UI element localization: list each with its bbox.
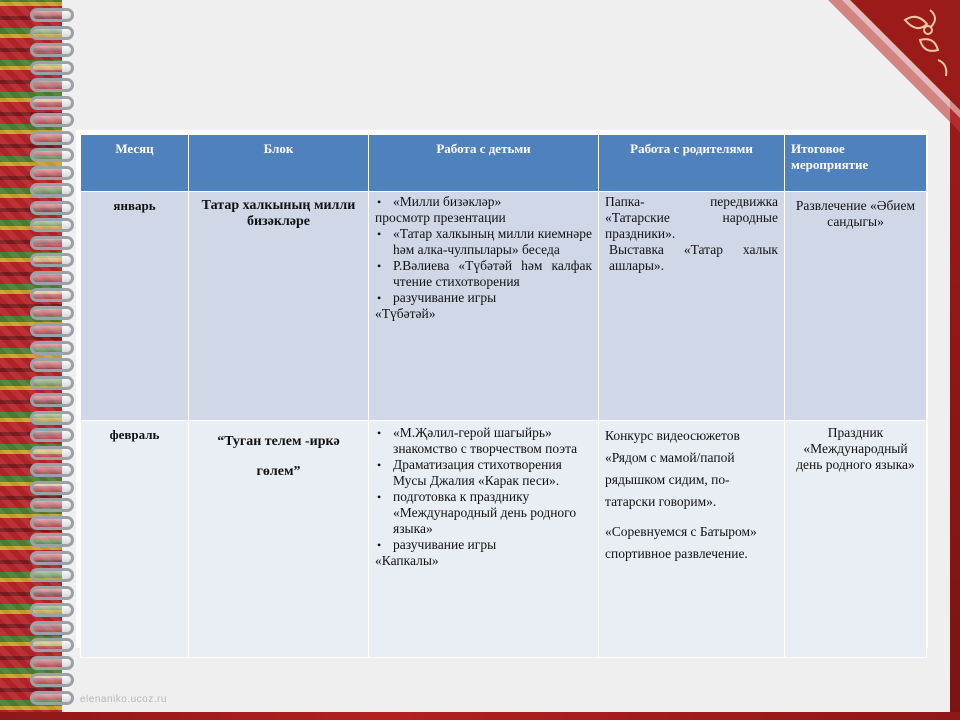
spiral-ring — [30, 428, 74, 442]
table-header-row — [81, 135, 927, 192]
final-cell: Развлечение «Әбием сандыгы» — [785, 192, 927, 421]
spiral-ring — [30, 61, 74, 75]
month-cell: январь — [81, 192, 189, 421]
spiral-rings — [30, 8, 80, 708]
slide-content — [76, 130, 928, 648]
spiral-ring — [30, 8, 74, 22]
spiral-ring — [30, 376, 74, 390]
ornament-corner-icon — [810, 0, 960, 150]
block-cell: Татар халкының милли бизәкләре — [189, 192, 369, 421]
spiral-ring — [30, 253, 74, 267]
children-cell — [369, 421, 599, 658]
spiral-ring — [30, 673, 74, 687]
spiral-ring — [30, 358, 74, 372]
spiral-ring — [30, 306, 74, 320]
month-cell: февраль — [81, 421, 189, 658]
spiral-ring — [30, 603, 74, 617]
spiral-ring — [30, 586, 74, 600]
spiral-ring — [30, 26, 74, 40]
table-row — [81, 421, 927, 658]
parents-text: Папка- передвижка «Татарские народные праздники». — [605, 194, 778, 241]
list-item: • подготовка к празднику «Международный день родного языка» — [375, 489, 592, 537]
spiral-ring — [30, 551, 74, 565]
spiral-ring — [30, 621, 74, 635]
list-item: • Р.Вәлиева «Түбәтәй һәм калфак чтение стихотворения — [375, 258, 592, 290]
spiral-ring — [30, 288, 74, 302]
list-item: «Түбәтәй» — [375, 306, 436, 321]
header-final: Итоговое мероприятие — [785, 135, 927, 192]
spiral-ring — [30, 166, 74, 180]
spiral-ring — [30, 638, 74, 652]
spiral-ring — [30, 393, 74, 407]
spiral-ring — [30, 411, 74, 425]
parents-cell — [599, 421, 785, 658]
children-cell — [369, 192, 599, 421]
spiral-ring — [30, 78, 74, 92]
header-block: Блок — [189, 135, 369, 192]
spiral-ring — [30, 148, 74, 162]
list-item: • «Милли бизәкләр» — [375, 194, 592, 210]
list-item: просмотр презентации — [375, 210, 506, 225]
spiral-ring — [30, 271, 74, 285]
list-item: • «Татар халкының милли киемнәре һәм алка-чулпылары» беседа — [375, 226, 592, 258]
list-item: • разучивание игры — [375, 290, 592, 306]
parents-cell — [599, 192, 785, 421]
final-cell: Праздник «Международный день родного языка» — [785, 421, 927, 658]
list-item: • Драматизация стихотворения Мусы Джалия «Карак песи». — [375, 457, 592, 489]
parents-text: Конкурс видеосюжетов «Рядом с мамой/папой рядышком сидим, по-татарски говорим». — [605, 428, 740, 509]
list-item: • «М.Җәлил-герой шагыйрь» знакомство с творчеством поэта — [375, 425, 592, 457]
spiral-ring — [30, 113, 74, 127]
spiral-ring — [30, 691, 74, 705]
parents-text: «Соревнуемся с Батыром» спортивное развлечение. — [605, 524, 757, 561]
spiral-ring — [30, 131, 74, 145]
spiral-ring — [30, 463, 74, 477]
table-row — [81, 192, 927, 421]
header-children: Работа с детьми — [369, 135, 599, 192]
spiral-ring — [30, 218, 74, 232]
spiral-ring — [30, 96, 74, 110]
spiral-ring — [30, 43, 74, 57]
spiral-ring — [30, 183, 74, 197]
spiral-ring — [30, 446, 74, 460]
frame-bottom — [0, 712, 960, 720]
spiral-ring — [30, 481, 74, 495]
spiral-ring — [30, 656, 74, 670]
spiral-ring — [30, 516, 74, 530]
block-cell: “Туган телем -иркә гөлем” — [189, 421, 369, 658]
watermark-text: elenaniko.ucoz.ru — [80, 694, 167, 705]
header-parents: Работа с родителями — [599, 135, 785, 192]
header-month: Месяц — [81, 135, 189, 192]
spiral-ring — [30, 498, 74, 512]
plan-table — [80, 134, 927, 658]
spiral-ring — [30, 201, 74, 215]
list-item: • разучивание игры — [375, 537, 592, 553]
spiral-ring — [30, 323, 74, 337]
spiral-ring — [30, 341, 74, 355]
spiral-ring — [30, 533, 74, 547]
spiral-ring — [30, 568, 74, 582]
parents-text: Выставка «Татар халык ашлары». — [609, 242, 778, 273]
list-item: «Капкалы» — [375, 553, 439, 568]
spiral-ring — [30, 236, 74, 250]
